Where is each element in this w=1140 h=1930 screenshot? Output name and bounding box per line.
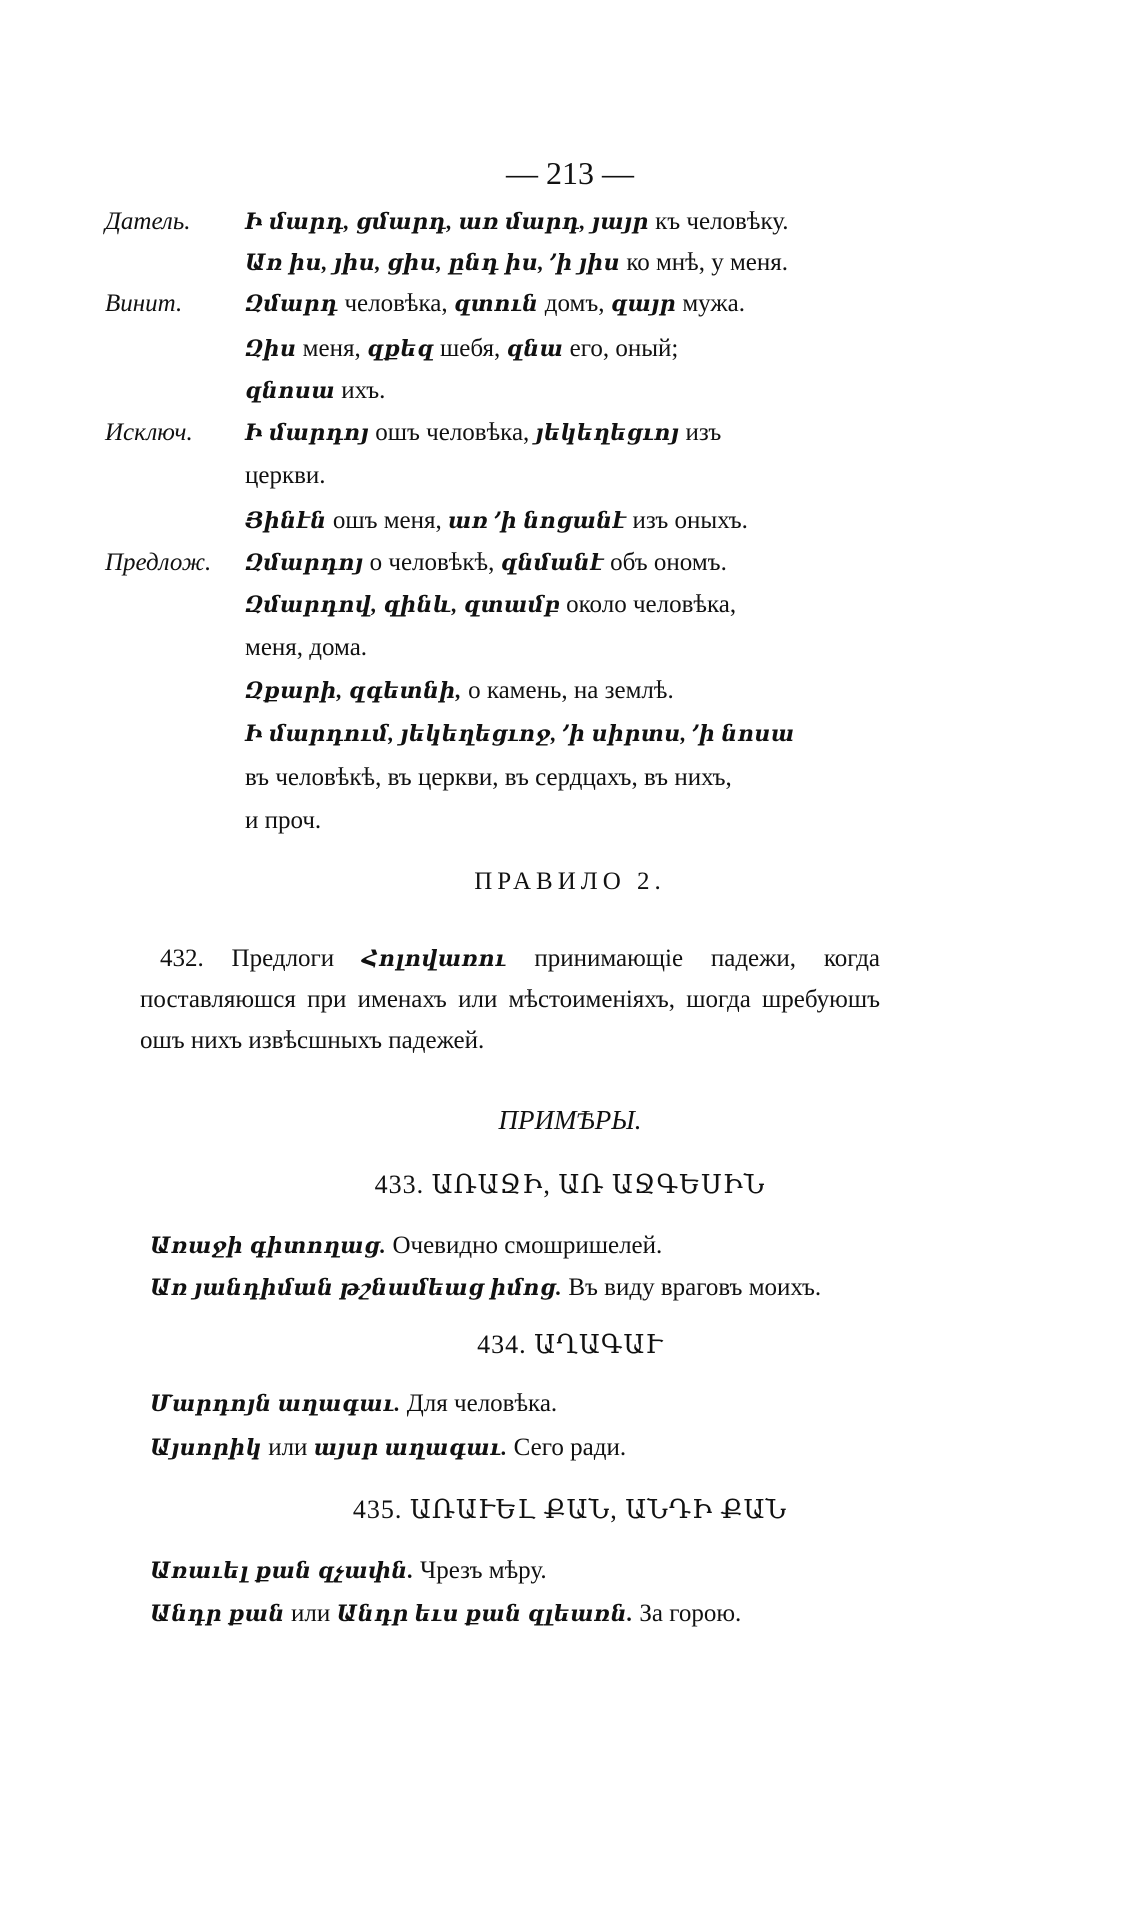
example-line bbox=[245, 589, 736, 621]
russian-text: о человѣкѣ, bbox=[369, 549, 495, 576]
russian-text: изъ оныхъ. bbox=[632, 507, 748, 534]
example-line bbox=[245, 417, 721, 449]
example-line bbox=[245, 718, 795, 750]
russian-text: Для человѣка. bbox=[406, 1390, 558, 1417]
armenian-text: այսր աղագաւ. bbox=[313, 1435, 508, 1460]
section-title-433: 433. ԱՌԱՋԻ, ԱՌ ԱՋԳԵՍԻՆ bbox=[374, 1170, 766, 1199]
russian-text: ошъ меня, bbox=[332, 507, 442, 534]
russian-text: или bbox=[291, 1600, 331, 1627]
case-label-predlozh: Предлож. bbox=[105, 549, 212, 576]
example-line bbox=[150, 1555, 547, 1587]
russian-text: За горою. bbox=[639, 1600, 742, 1627]
case-label-isklyuch: Исключ. bbox=[105, 419, 193, 446]
russian-text: около человѣка, bbox=[566, 591, 737, 618]
armenian-text: զնա bbox=[506, 336, 564, 361]
russian-text: ко мнѣ, у меня. bbox=[626, 249, 789, 276]
armenian-text: զտուն bbox=[453, 291, 539, 316]
armenian-text: առ ՚ի նոցանէ bbox=[448, 508, 627, 533]
example-line bbox=[150, 1272, 821, 1304]
case-label-datel: Датель. bbox=[105, 208, 191, 235]
armenian-text: Առ իս, յիս, ցիս, ընդ իս, ՚ի յիս bbox=[245, 250, 621, 275]
rule-heading: ПРАВИЛО 2. bbox=[474, 868, 666, 895]
example-line bbox=[245, 375, 385, 407]
russian-text: церкви. bbox=[245, 462, 326, 489]
case-label-vinit: Винит. bbox=[105, 290, 183, 317]
example-line bbox=[245, 288, 745, 320]
armenian-text: յեկեղեցւոյ bbox=[535, 420, 680, 445]
russian-text: Очевидно смошришелей. bbox=[392, 1232, 663, 1259]
example-line bbox=[245, 505, 748, 537]
armenian-text: Ի մարդոյ bbox=[245, 420, 369, 445]
example-line bbox=[245, 632, 367, 664]
example-line bbox=[245, 247, 788, 279]
example-line bbox=[245, 675, 674, 707]
example-line bbox=[150, 1598, 741, 1630]
armenian-text: Մարդոյն աղագաւ. bbox=[150, 1391, 401, 1416]
armenian-text: Յինէն bbox=[245, 508, 327, 533]
armenian-text: Հոլովառու bbox=[361, 946, 507, 971]
section-title-434: 434. ԱՂԱԳԱՒ bbox=[477, 1330, 663, 1359]
paragraph-text: принимающіе падежи, когда поставляюшся при именахъ или мѣстоименіяхъ, шогда шребуюшъ ошъ нихъ извѣсшныхъ падежей. bbox=[140, 945, 881, 1054]
example-line bbox=[245, 547, 727, 579]
armenian-text: զքեզ bbox=[366, 336, 434, 361]
rule-paragraph bbox=[140, 938, 880, 1061]
example-line bbox=[245, 762, 732, 794]
page-number: — 213 — bbox=[506, 155, 634, 191]
russian-text: мужа. bbox=[682, 290, 745, 317]
russian-text: и проч. bbox=[245, 807, 322, 834]
armenian-text: Զքարի, զգետնի, bbox=[245, 678, 462, 703]
russian-text: домъ, bbox=[544, 290, 605, 317]
armenian-text: զնմանէ bbox=[500, 550, 604, 575]
russian-text: о камень, на землѣ. bbox=[468, 677, 674, 704]
russian-text: ихъ. bbox=[341, 377, 386, 404]
russian-text: меня, bbox=[302, 335, 361, 362]
russian-text: Чрезъ мѣру. bbox=[420, 1557, 547, 1584]
russian-text: Въ виду враговъ моихъ. bbox=[568, 1274, 822, 1301]
russian-text: въ человѣкѣ, въ церкви, въ сердцахъ, въ нихъ, bbox=[245, 764, 732, 791]
russian-text: ошъ человѣка, bbox=[375, 419, 530, 446]
section-title-435: 435. ԱՌԱՒԵԼ ՔԱՆ, ԱՆԴԻ ՔԱՆ bbox=[352, 1495, 788, 1524]
example-line bbox=[150, 1432, 626, 1464]
example-line bbox=[150, 1230, 662, 1262]
russian-text: или bbox=[268, 1434, 308, 1461]
example-line bbox=[245, 333, 678, 365]
example-line bbox=[150, 1388, 557, 1420]
russian-text: его, оный; bbox=[569, 335, 679, 362]
armenian-text: Անդր քան bbox=[150, 1601, 285, 1626]
armenian-text: Զմարդ bbox=[245, 291, 339, 316]
paragraph-lead: 432. Предлоги bbox=[160, 945, 335, 972]
armenian-text: Զմարդով, զինև, զտամբ bbox=[245, 592, 560, 617]
example-line bbox=[245, 805, 321, 837]
armenian-text: Զմարդոյ bbox=[245, 550, 364, 575]
russian-text: изъ bbox=[685, 419, 722, 446]
armenian-text: Առաւել քան զչափն. bbox=[150, 1558, 414, 1583]
examples-heading: ПРИМѢРЫ. bbox=[498, 1105, 642, 1135]
armenian-text: Այսորիկ bbox=[150, 1435, 262, 1460]
russian-text: объ ономъ. bbox=[610, 549, 727, 576]
russian-text: человѣка, bbox=[344, 290, 448, 317]
russian-text: меня, дома. bbox=[245, 634, 368, 661]
example-line bbox=[245, 460, 326, 492]
russian-text: шебя, bbox=[440, 335, 501, 362]
armenian-text: Ի մարդ, ցմարդ, առ մարդ, յայր bbox=[245, 209, 649, 234]
armenian-text: զայր bbox=[610, 291, 677, 316]
russian-text: Сего ради. bbox=[513, 1434, 627, 1461]
russian-text: къ человѣку. bbox=[655, 208, 789, 235]
armenian-text: Առ յանդիման թշնամեաց իմոց. bbox=[150, 1275, 563, 1300]
armenian-text: զնոսա bbox=[245, 378, 336, 403]
armenian-text: Առաջի գիտողաց. bbox=[150, 1233, 387, 1258]
armenian-text: Անդր եւս քան զլեառն. bbox=[336, 1601, 634, 1626]
armenian-text: Զիս bbox=[245, 336, 297, 361]
example-line bbox=[245, 206, 788, 238]
armenian-text: Ի մարդում, յեկեղեցւոջ, ՚ի սիրտս, ՚ի նոսա bbox=[245, 721, 795, 746]
